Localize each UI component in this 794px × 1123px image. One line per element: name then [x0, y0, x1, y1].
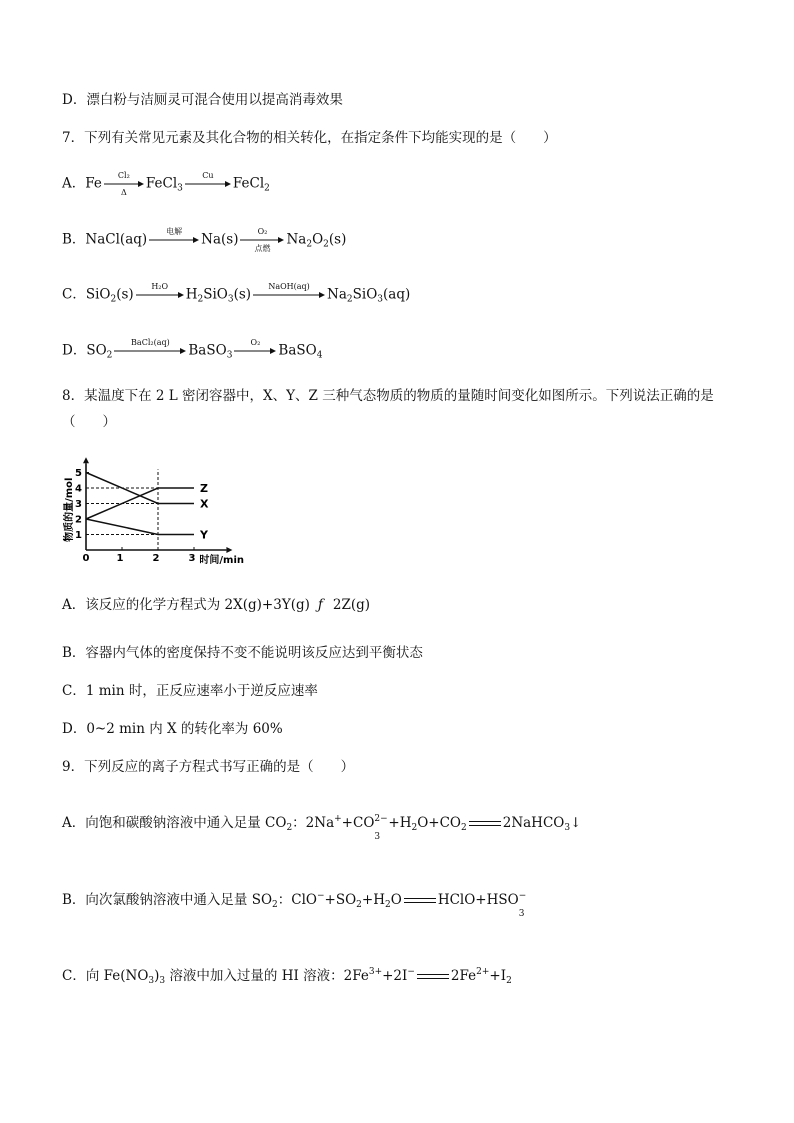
q9-option-b: B．向次氯酸钠溶液中通入足量 $SO_2$：$ClO^-+SO_2+H_2O$ HClO+HSO − 3 [62, 891, 527, 919]
q9-stem: 9．下列反应的离子方程式书写正确的是（ ） [62, 759, 355, 775]
q7-option-c: C．SiO$_2$(s) H₂O $H_2SiO_3(s)$ NaOH(aq) $Na_2SiO_3(aq)$ [62, 282, 411, 305]
arrow-icon: O₂ [234, 340, 276, 362]
q9-option-c: C．向 $Fe(NO_3)_3$ 溶液中加入过量的 HI 溶液：$2Fe^{3+}+2I^-$ $2Fe^{2+}+I_2$ [62, 967, 512, 986]
y-tick-label: 4 [75, 483, 82, 495]
x-tick-label: 0 [82, 553, 90, 564]
arrow-icon: O₂ 点燃 [240, 229, 284, 251]
arrow-icon: 电解 [149, 229, 199, 251]
equals-sign [417, 972, 449, 982]
y-tick-label: 1 [75, 530, 82, 541]
equals-sign [404, 896, 436, 906]
q8-option-c: C．1 min 时，正反应速率小于逆反应速率 [62, 683, 318, 699]
arrow-icon: Cl₂ Δ [104, 173, 144, 195]
chart-series-labels [199, 482, 209, 542]
arrow-icon: Cu [185, 173, 231, 195]
q7-stem: 7．下列有关常见元素及其化合物的相关转化，在指定条件下均能实现的是（ ） [62, 130, 557, 146]
q7-option-a: A．Fe Cl₂ Δ FeCl$_3$ Cu FeCl$_2$ [62, 171, 270, 197]
x-axis-label: 时间/min [199, 555, 245, 566]
series-label-y: Y [200, 528, 208, 542]
q6-option-d: D．漂白粉与洁厕灵可混合使用以提高消毒效果 [62, 92, 343, 108]
arrow-icon: NaOH(aq) [253, 284, 325, 306]
y-axis-arrow [83, 457, 89, 463]
q9-option-a: A．向饱和碳酸钠溶液中通入足量 $CO_2$：2Na++CO 2− 3 $+H_2O+CO_2$ 2NaHCO$_3$↓ [62, 814, 582, 842]
x-tick-label: 3 [188, 553, 196, 564]
q7-option-d: D．$SO_2$ BaCl₂(aq) BaSO$_3$ O₂ BaSO$_4$ [62, 338, 323, 361]
mole-time-chart [62, 452, 272, 572]
series-line-y [86, 519, 194, 535]
q8-stem: 8．某温度下在 2 L 密闭容器中，X、Y、Z 三种气态物质的物质的量随时间变化如图所示。下列说法正确的是（ ） [62, 388, 714, 430]
q8-option-a: A．该反应的化学方程式为 2X(g)+3Y(g) ƒ 2Z(g) [62, 597, 371, 613]
arrow-icon: BaCl₂(aq) [114, 340, 186, 362]
y-axis-label: 物质的量/mol [64, 477, 75, 542]
q7-option-b: B．NaCl(aq) 电解 Na(s) O₂ 点燃 $Na_2O_2(s)$ [62, 227, 347, 253]
chart-guides [86, 469, 158, 550]
y-tick-label: 5 [75, 468, 82, 479]
x-tick-label: 1 [116, 553, 124, 564]
series-label-x: X [200, 497, 209, 511]
equals-sign [469, 819, 501, 829]
x-tick-label: 2 [152, 553, 160, 564]
q8-option-b: B．容器内气体的密度保持不变不能说明该反应达到平衡状态 [62, 645, 423, 661]
arrow-icon: H₂O [136, 284, 184, 306]
x-axis-arrow [226, 547, 232, 553]
q8-option-d: D．0~2 min 内 X 的转化率为 60% [62, 721, 283, 737]
y-tick-label: 2 [75, 514, 82, 526]
y-tick-label: 3 [75, 499, 82, 510]
series-label-z: Z [200, 482, 208, 495]
